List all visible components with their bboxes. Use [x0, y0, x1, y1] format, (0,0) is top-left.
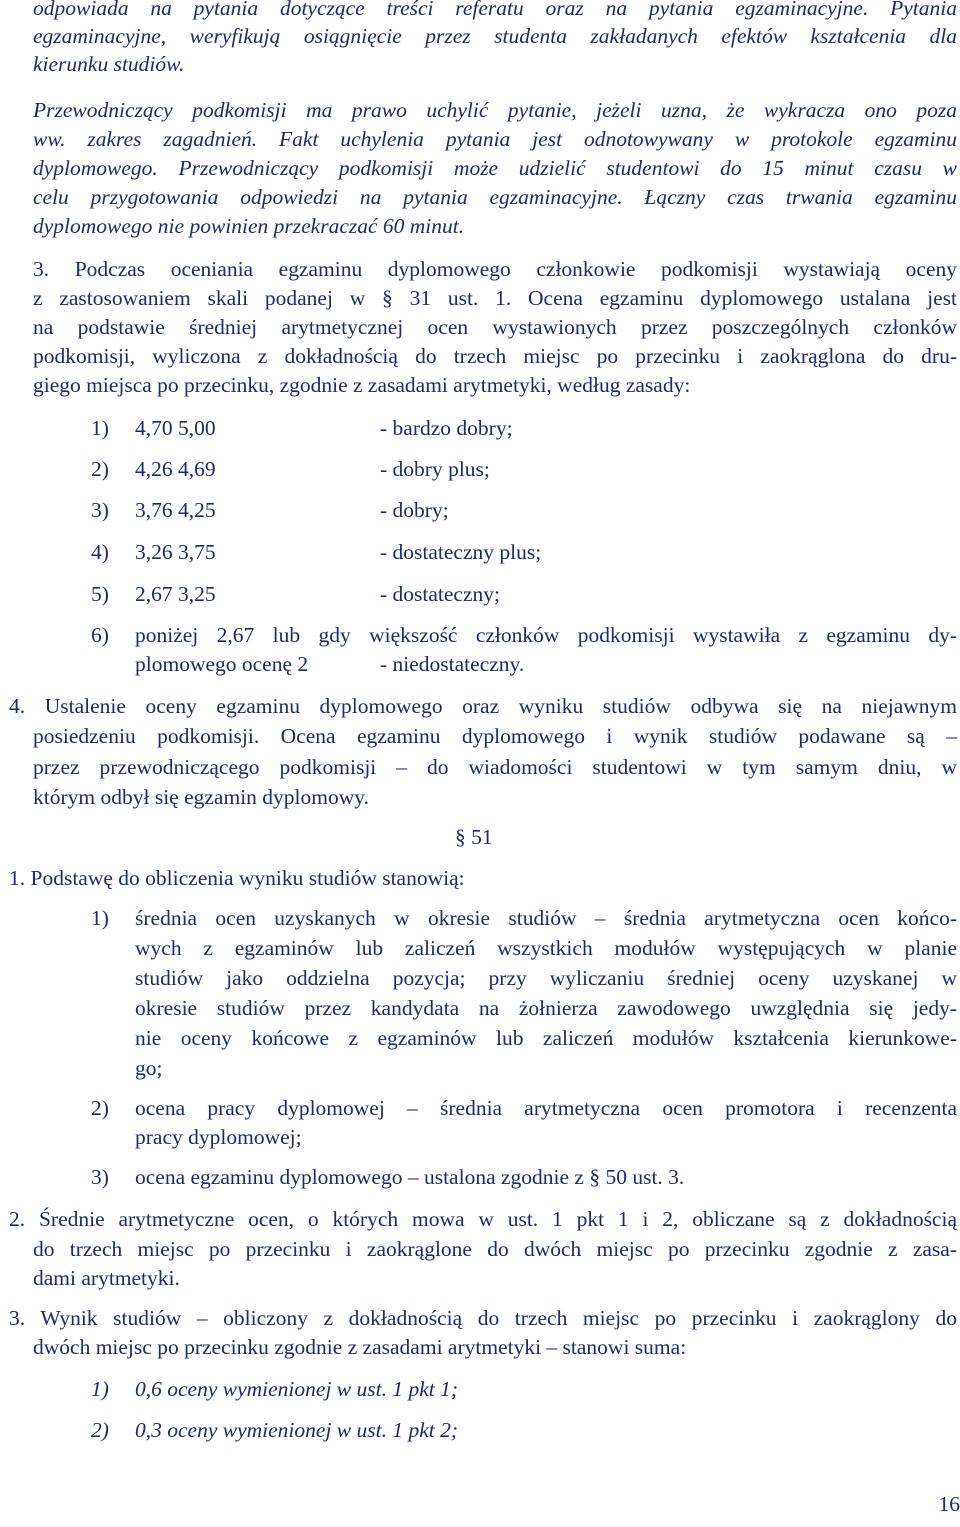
grade-range: 3,26 3,75	[135, 540, 216, 564]
item-number: 1)	[91, 906, 109, 930]
text-line: 3. Wynik studiów – obliczony z dokładnością do trzech miejsc po przecinku i zaokrąglony do	[9, 1306, 957, 1330]
text-line: dyplomowego. Przewodniczący podkomisji może udzielić studentowi do 15 minut czasu w	[33, 156, 957, 180]
text-line: 0,3 oceny wymienionej w ust. 1 pkt 2;	[135, 1418, 459, 1442]
item-number: 2)	[91, 1096, 109, 1120]
item-number: 5)	[91, 582, 109, 606]
text-line: odpowiada na pytania dotyczące treści referatu oraz na pytania egzaminacyjne. Pytania	[33, 0, 957, 20]
text-line: nie oceny końcowe z egzaminów lub zaliczeń modułów kształcenia kierunkowe-	[135, 1026, 957, 1050]
text-line: dami arytmetyki.	[33, 1266, 180, 1290]
text-line: ww. zakres zagadnień. Fakt uchylenia pytania jest odnotowywany w protokole egzaminu	[33, 127, 957, 151]
text-line: dyplomowego nie powinien przekraczać 60 minut.	[33, 214, 465, 238]
grade-label: - dobry plus;	[380, 457, 490, 481]
text-line: którym odbył się egzamin dyplomowy.	[33, 785, 369, 809]
text-line: studiów jako oddzielna pozycja; przy wyliczaniu średniej oceny uzyskanej w	[135, 966, 957, 990]
item-number: 2)	[91, 1418, 109, 1442]
paragraph-1-intro: 1. Podstawę do obliczenia wyniku studiów stanowią:	[9, 866, 465, 890]
grade-range: 4,70 5,00	[135, 416, 216, 440]
text-line: dwóch miejsc po przecinku zgodnie z zasadami arytmetyki – stanowi suma:	[33, 1335, 687, 1359]
text-line: kierunku studiów.	[33, 52, 185, 76]
text-line: 3. Podczas oceniania egzaminu dyplomowego członkowie podkomisji wystawiają oceny	[33, 257, 957, 281]
text-line: ocena egzaminu dyplomowego – ustalona zgodnie z § 50 ust. 3.	[135, 1165, 685, 1189]
grade-label: - dostateczny;	[380, 582, 500, 606]
text-line: 0,6 oceny wymienionej w ust. 1 pkt 1;	[135, 1377, 459, 1401]
text-line: giego miejsca po przecinku, zgodnie z zasadami arytmetyki, według zasady:	[33, 373, 691, 397]
item-number: 3)	[91, 498, 109, 522]
item-number: 1)	[91, 1377, 109, 1401]
item-number: 3)	[91, 1165, 109, 1189]
text-line: 2. Średnie arytmetyczne ocen, o których mowa w ust. 1 pkt 1 i 2, obliczane są z dokładnością	[9, 1207, 957, 1231]
item-number: 2)	[91, 457, 109, 481]
grade-label: - bardzo dobry;	[380, 416, 513, 440]
text-line: posiedzeniu podkomisji. Ocena egzaminu dyplomowego i wynik studiów podawane są –	[33, 724, 957, 748]
text-line: do trzech miejsc po przecinku i zaokrąglone do dwóch miejsc po przecinku zgodnie z zasa-	[33, 1237, 957, 1261]
grade-label: - dostateczny plus;	[380, 540, 542, 564]
text-line: go;	[135, 1056, 163, 1080]
text-line: średnia ocen uzyskanych w okresie studiów – średnia arytmetyczna ocen końco-	[135, 906, 957, 930]
grade-label: - dobry;	[380, 498, 449, 522]
text-line: okresie studiów przez kandydata na żołnierza zawodowego uwzględnia się jedy-	[135, 996, 957, 1020]
grade-range: 3,76 4,25	[135, 498, 216, 522]
text-line: plomowego ocenę 2	[135, 652, 309, 676]
item-number: 4)	[91, 540, 109, 564]
text-line: celu przygotowania odpowiedzi na pytania egzaminacyjne. Łączny czas trwania egzaminu	[33, 185, 957, 209]
grade-range: 4,26 4,69	[135, 457, 216, 481]
text-line: podkomisji, wyliczona z dokładnością do trzech miejsc po przecinku i zaokrąglona do dru-	[33, 344, 957, 368]
text-line: Przewodniczący podkomisji ma prawo uchylić pytanie, jeżeli uzna, że wykracza ono poza	[33, 98, 957, 122]
text-line: z zastosowaniem skali podanej w § 31 ust. 1. Ocena egzaminu dyplomowego ustalana jest	[33, 286, 957, 310]
item-number: 6)	[91, 623, 109, 647]
text-line: ocena pracy dyplomowej – średnia arytmetyczna ocen promotora i recenzenta	[135, 1096, 957, 1120]
text-line: przez przewodniczącego podkomisji – do wiadomości studentowi w tym samym dniu, w	[33, 755, 957, 779]
text-line: pracy dyplomowej;	[135, 1125, 302, 1149]
section-heading: § 51	[455, 825, 493, 849]
text-line: poniżej 2,67 lub gdy większość członków podkomisji wystawiła z egzaminu dy-	[135, 623, 957, 647]
text-line: wych z egzaminów lub zaliczeń wszystkich modułów występujących w planie	[135, 936, 957, 960]
grade-label: - niedostateczny.	[380, 652, 525, 676]
grade-range: 2,67 3,25	[135, 582, 216, 606]
item-number: 1)	[91, 416, 109, 440]
text-line: egzaminacyjne, weryfikują osiągnięcie przez studenta zakładanych efektów kształcenia dla	[33, 24, 957, 48]
text-line: na podstawie średniej arytmetycznej ocen wystawionych przez poszczególnych członków	[33, 315, 957, 339]
text-line: 4. Ustalenie oceny egzaminu dyplomowego oraz wyniku studiów odbywa się na niejawnym	[9, 694, 957, 718]
page-number: 16	[938, 1492, 960, 1516]
